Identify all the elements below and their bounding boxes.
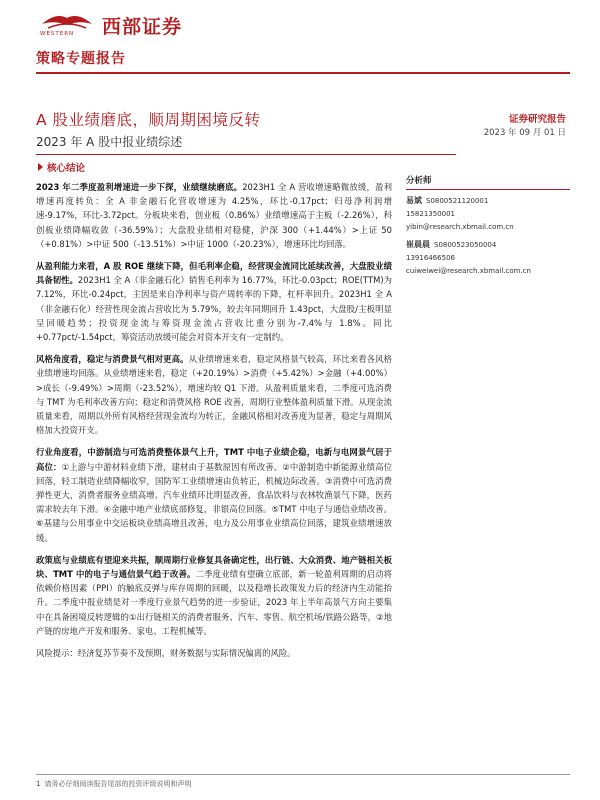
analyst-phone: 15821350001 xyxy=(406,210,455,218)
paragraph-1 xyxy=(36,180,392,251)
analyst-heading: 分析师 xyxy=(406,174,570,190)
paragraph-text: ①上游与中游材料业绩下滑，建材由于基数原因有所改善。②中游制造中新能源业绩高位回落，轻工制造业绩降幅收窄，国防军工业绩增速由负转正，机械边际改善。③消费中可选消费弹性更大，消费者服务业绩高增、汽车业绩环比明显改善，食品饮料与农林牧渔景气下降，医药需求较去年下滑。④金融中地产业绩底部修复，非银高位回落。⑤TMT 中电子与通信业绩改善。⑥基建与公用事业中交运板块业绩高增且改善，电力及公用事业业绩高位回落，建筑业绩增速放缓。 xyxy=(36,461,393,543)
section-heading xyxy=(38,160,85,174)
summary-body xyxy=(36,180,392,668)
paragraph-5 xyxy=(36,553,392,638)
page-title: A 股业绩磨底，顺周期困境反转 xyxy=(36,111,261,129)
paragraph-lead: 2023 年二季度盈利增速进一步下探，业绩继续磨底。 xyxy=(36,182,243,192)
analyst-2-name-row xyxy=(406,238,570,252)
paragraph-text: 从业绩增速来看，稳定风格景气较高，环比来看各风格业绩增速均回落。从业绩增速来看，稳定（+20.19%）>消费（+5.42%）>金融（+4.00%）>成长（-9.49%）>周期（-23.52%），增速均较 Q1 下滑。从盈利质量来看，二季度可选消费与 TMT 为毛利率改善方向；稳定和消费风格 ROE 改善，周期行业整体盈利质量下滑。从现金流质量来看，周期以外所有风格经营现金流均为转正，金融风格相对改善度为显著，稳定与周期风格加大投资开支。 xyxy=(36,354,393,436)
analyst-name: 易斌 xyxy=(406,196,422,205)
analyst-cert: S0800523050004 xyxy=(434,241,497,249)
brand-chinese: 西部证券 xyxy=(102,16,183,38)
analyst-phone: 13916466506 xyxy=(406,254,455,262)
paragraph-text: 2023H1 全 A 营收增速略微放缓，盈利增速再度转负：全 A 非金融石化营收增速为 4.25%，环比-0.17pct；归母净利润增速-9.17%，环比-3.72pct。分板块来看，创业板（0.86%）业绩增速高于主板（-2.26%），科创板业绩降幅收敛（-36.59%）；大盘股业绩相对稳健，沪深 300（+1.44%）>上证 50（+0.81%）>中证 500（-13.51%）>中证 1000（-20.23%），增速环比均回落。 xyxy=(36,182,392,249)
section-heading-text: 核心结论 xyxy=(47,163,86,174)
analyst-cert: S0800521120001 xyxy=(426,197,489,205)
report-date: 2023 年 09 月 01 日 xyxy=(483,128,566,138)
paragraph-text: 二季度业绩有望确立底部，新一轮盈利周期的启动将依赖价格因素（PPI）的触底反弹与库存周期的回暖，以及稳增长政策发力后的经济内生动能抬升。二季度中报业绩是对一季度行业景气趋势的进一步验证，2023 年上半年高景气方向主要集中在具备困境反转逻辑的①出行链相关的消费者服务、汽车、零售、航空机场/铁路公路等，②地产链的房地产开发和服务、家电、工程机械等。 xyxy=(36,569,392,636)
page-subtitle: 2023 年 A 股中报业绩综述 xyxy=(36,135,183,149)
risk-warning: 风险提示：经济复苏节奏不及预期，财务数据与实际情况偏离的风险。 xyxy=(36,648,296,659)
page-number: 1 xyxy=(36,780,41,788)
analyst-panel xyxy=(406,174,570,278)
footer-disclaimer: 请务必仔细阅读报告尾部的投资评级说明和声明 xyxy=(44,780,192,788)
analyst-1-name-row xyxy=(406,194,570,208)
company-logo xyxy=(36,10,206,44)
analyst-email[interactable]: yibin@research.xbmail.com.cn xyxy=(406,223,514,231)
title-divider xyxy=(36,154,456,155)
paragraph-3 xyxy=(36,352,392,437)
footer xyxy=(36,779,191,789)
triangle-bullet-icon xyxy=(38,163,43,171)
brand-english: WESTERN xyxy=(40,31,75,37)
header-divider xyxy=(36,72,570,74)
analyst-email[interactable]: cuiweiwei@research.xbmail.com.cn xyxy=(406,267,531,275)
paragraph-lead: 从盈利能力来看，A 股 ROE 继续下降，但毛利率企稳，经营现金流同比延续改善，大盘股业绩具备韧性。 xyxy=(36,261,392,286)
analyst-name: 崔晨晨 xyxy=(406,240,430,249)
paragraph-text: 2023H1 全 A（非金融石化）销售毛利率为 16.77%，环比-0.03pct；ROE(TTM)为 7.12%，环比-0.24pct，主因是来自净利率与资产周转率的下降，杠杆率回升。2023H1 全 A（非金融石化）经营性现金流占营收比为 5.79%，较去年同期回升 1.43pct，大盘股/主板明显呈回暖趋势；投资现金流与筹资现金流占营收比重分别为-7.4%与 1.8%。同比+0.77pct/-1.54pct，筹资活动放缓可能会对资本开支有一定制约。 xyxy=(36,275,393,343)
paragraph-lead: 风格角度看，稳定与消费景气相对更高。 xyxy=(36,354,189,365)
paragraph-lead: 政策底与业绩底有望迎来共振，顺周期行业修复具备确定性，出行链、大众消费、地产链相关板块、TMT 中的电子与通信景气趋于改善。 xyxy=(36,554,392,580)
footer-divider xyxy=(36,774,570,775)
paragraph-2 xyxy=(36,259,392,344)
report-label: 证券研究报告 xyxy=(508,114,566,125)
report-type: 策略专题报告 xyxy=(36,51,126,67)
paragraph-4 xyxy=(36,445,392,544)
paragraph-lead: 行业角度看，中游制造与可选消费整体景气上升，TMT 中电子业绩企稳，电新与电网景气居于高位： xyxy=(36,447,392,472)
